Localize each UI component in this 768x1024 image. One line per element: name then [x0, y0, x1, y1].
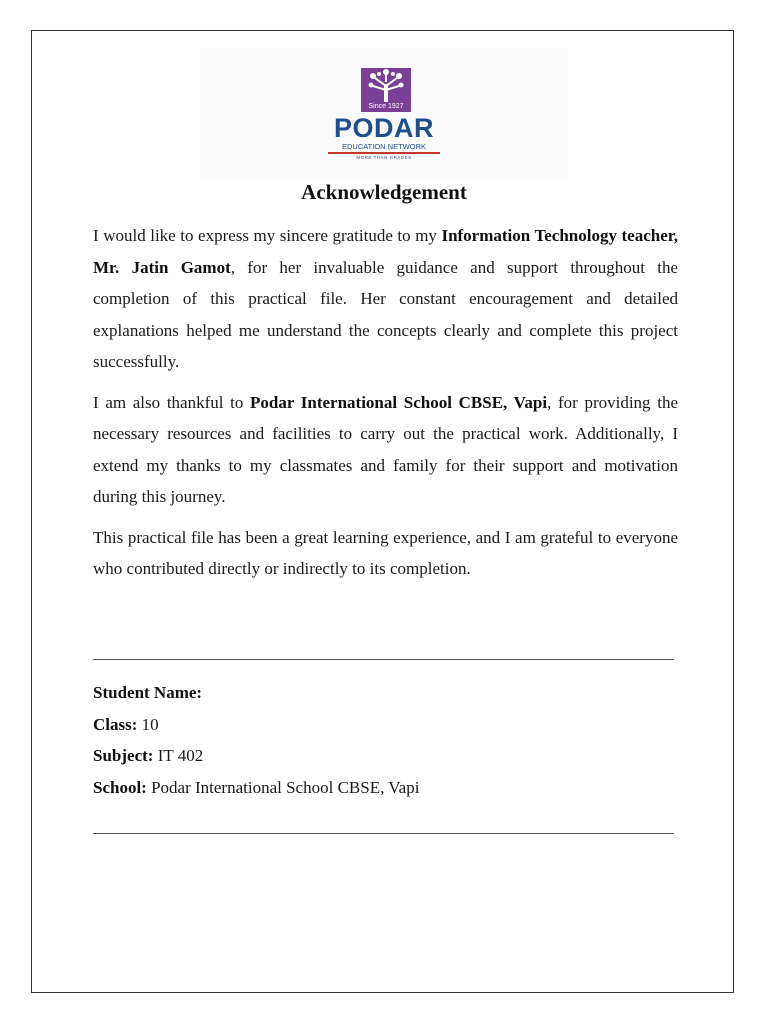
paragraph-text: , for her invaluable guidance and support throughout the completion of this practical file. Her constant encouragement and detailed explanations helped me understand the concepts clearly and complete this project successfully.: [93, 257, 678, 371]
class-row: [93, 709, 678, 741]
subject-value: IT 402: [157, 746, 204, 765]
logo-name: PODAR: [333, 113, 434, 143]
paragraph-text: , for providing the necessary resources and facilities to carry out the practical work. Additionally, I extend my thanks to my classmates and family for their support and motivation during this journey.: [93, 392, 678, 506]
acknowledgement-body: [93, 220, 678, 594]
student-details: [93, 677, 678, 803]
divider-bottom: [93, 833, 674, 834]
student-name-label: Student Name:: [93, 683, 203, 702]
school-row: [93, 772, 678, 804]
logo-network: EDUCATION NETWORK: [341, 142, 427, 151]
paragraph-text: I am also thankful to: [93, 392, 251, 412]
subject-label: Subject:: [93, 746, 154, 765]
paragraph-text: I would like to express my sincere gratitude to my: [93, 226, 442, 245]
paragraph-gratitude: [93, 220, 678, 378]
class-value: 10: [141, 714, 159, 734]
logo-divider: [328, 152, 440, 154]
paragraph-closing: [93, 522, 678, 585]
divider-top: [93, 659, 674, 660]
subject-row: [93, 740, 678, 772]
page-title: Acknowledgement: [301, 180, 467, 204]
school-value: Podar International School CBSE, Vapi: [151, 777, 420, 797]
school-name: Podar International School CBSE, Vapi: [250, 392, 548, 412]
podar-logo: [200, 48, 568, 178]
teacher-name: Information Technology teacher, Mr. Jatin Gamot: [93, 226, 678, 277]
class-label: Class:: [93, 714, 138, 734]
logo-since: Since 1927: [368, 103, 404, 110]
paragraph-school-thanks: [93, 387, 678, 513]
paragraph-text: This practical file has been a great learning experience, and I am grateful to everyone who contributed directly or indirectly to its completion.: [93, 527, 678, 578]
school-label: School:: [93, 777, 147, 797]
student-name-row: [93, 677, 678, 709]
logo-tagline: MORE THAN GRADES: [356, 155, 412, 160]
